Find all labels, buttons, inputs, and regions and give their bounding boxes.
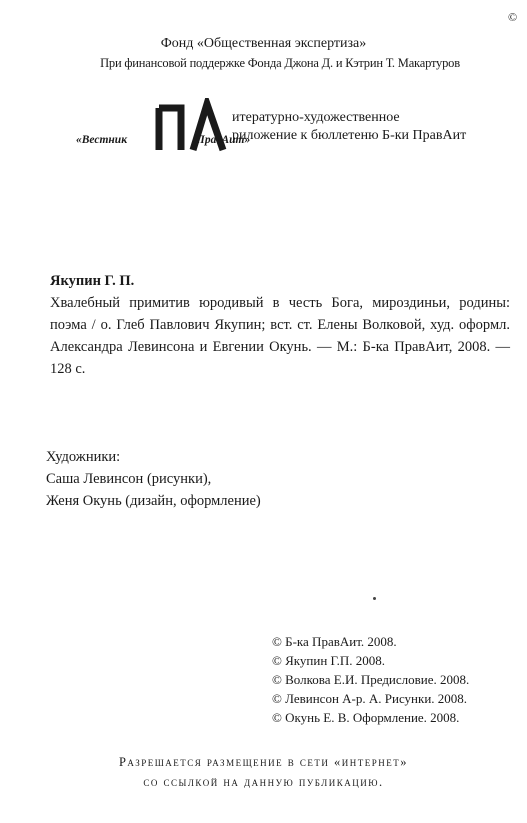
logo-line-1: итературно-художественное (232, 110, 400, 125)
stray-dot (373, 597, 376, 600)
copyright-line: © Волкова Е.И. Предисловие. 2008. (272, 672, 470, 687)
copyright-line: © Якупин Г.П. 2008. (272, 653, 385, 668)
logo-line-2: риложение к бюллетеню Б-ки ПравАит (232, 128, 467, 143)
book-description: Хвалебный примитив юродивый в честь Бога, мироздиньи, родины: поэма / о. Глеб Павлович Якупин; вст. ст. Елены Волковой, худ. оформл. Александра Левинсона и Евгении Окунь. — М.: Б-ка ПравАит, 2008. — 128 с. (50, 295, 510, 377)
logo-vestnik: «Вестник ПравАит» (76, 134, 251, 146)
logo-mark-text: ПравАит» (195, 134, 251, 146)
artist-line-1: Саша Левинсон (рисунки), (46, 471, 212, 487)
copyright-line: © Б-ка ПравАит. 2008. (272, 634, 397, 649)
author-name: Якупин Г. П. (50, 273, 135, 289)
artists-heading: Художники: (46, 449, 121, 465)
permission-line-2: со ссылкой на данную публикацию. (143, 775, 384, 789)
permission-line-1: Разрешается размещение в сети «интернет» (118, 755, 409, 769)
copyright-line: © Левинсон А-р. А. Рисунки. 2008. (272, 691, 468, 706)
fund-title: Фонд «Общественная экспертиза» (160, 36, 367, 51)
copyright-line: © Окунь Е. В. Оформление. 2008. (272, 710, 460, 725)
journal-logo-mark (141, 98, 233, 158)
corner-mark: © (508, 10, 518, 24)
artist-line-2: Женя Окунь (дизайн, оформление) (46, 493, 261, 509)
support-line: При финансовой поддержке Фонда Джона Д. и Кэтрин Т. Макартуров (100, 56, 460, 70)
